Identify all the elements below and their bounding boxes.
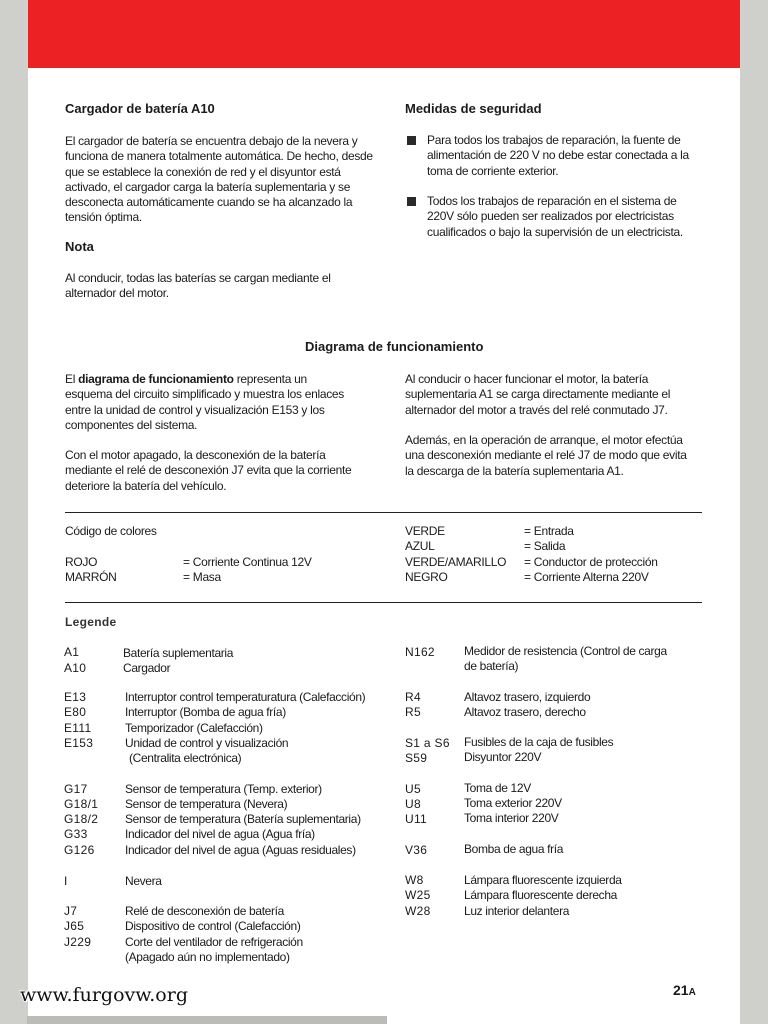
legend-desc: Dispositivo de control (Calefacción) xyxy=(125,919,301,933)
legend-desc: Relé de desconexión de batería xyxy=(125,904,284,918)
legend-desc: Altavoz trasero, izquierdo xyxy=(464,690,591,704)
legend-desc: Lámpara fluorescente derecha xyxy=(464,888,617,902)
page-bottom-shadow xyxy=(27,1016,387,1024)
legend-desc: Indicador del nivel de agua (Aguas residuales) xyxy=(125,843,356,857)
legend-desc: Toma exterior 220V xyxy=(464,796,562,810)
legend-code: I xyxy=(64,874,68,888)
color-name: VERDE xyxy=(405,524,445,538)
color-meaning: = Entrada xyxy=(524,524,574,538)
square-bullet-icon xyxy=(407,197,416,206)
diagram-left-paragraph-1: El diagrama de funcionamiento representa un esquema del circuito simplificado y muestra los enlaces entre la unidad de control y visualización E153 y los componentes del sistema. xyxy=(65,372,344,432)
legend-code: G126 xyxy=(64,843,95,857)
legend-desc: (Centralita electrónica) xyxy=(129,751,242,765)
manual-page xyxy=(28,0,740,1024)
legend-desc: Unidad de control y visualización xyxy=(125,736,289,750)
legend-desc: Sensor de temperatura (Nevera) xyxy=(125,797,288,811)
legend-desc: (Apagado aún no implementado) xyxy=(125,950,290,964)
note-body: Al conducir, todas las baterías se cargan mediante el alternador del motor. xyxy=(65,271,331,301)
color-meaning: = Salida xyxy=(524,539,566,553)
color-meaning: = Corriente Alterna 220V xyxy=(524,570,649,584)
legend-code: S1 a S6 xyxy=(405,736,450,750)
legend-desc: Indicador del nivel de agua (Agua fría) xyxy=(125,827,315,841)
legend-code: V36 xyxy=(405,843,428,857)
legend-code: U11 xyxy=(405,812,428,826)
charger-title: Cargador de batería A10 xyxy=(65,101,215,116)
legend-code: A1 xyxy=(64,645,80,659)
legend-desc: Nevera xyxy=(125,874,162,888)
page-number: 21A xyxy=(673,982,696,998)
safety-bullet xyxy=(407,194,702,240)
legend-desc: Lámpara fluorescente izquierda xyxy=(464,873,622,887)
legend-title: Legende xyxy=(65,615,117,629)
legend-code: A10 xyxy=(64,661,87,675)
legend-code: W25 xyxy=(405,888,431,902)
legend-desc: Interruptor (Bomba de agua fría) xyxy=(125,705,286,719)
header-red-band xyxy=(28,0,740,68)
legend-code: G33 xyxy=(64,827,88,841)
legend-desc: Sensor de temperatura (Temp. exterior) xyxy=(125,782,322,796)
legend-desc: Bomba de agua fría xyxy=(464,842,564,856)
note-title: Nota xyxy=(65,239,94,254)
legend-code: G18/2 xyxy=(64,812,99,826)
legend-code: E13 xyxy=(64,690,87,704)
color-meaning: = Corriente Continua 12V xyxy=(183,555,312,569)
legend-code: U5 xyxy=(405,782,421,796)
legend-code: J229 xyxy=(64,935,92,949)
legend-desc: Temporizador (Calefacción) xyxy=(125,721,263,735)
legend-code: W28 xyxy=(405,904,431,918)
color-name: ROJO xyxy=(65,555,98,569)
diagram-title: Diagrama de funcionamiento xyxy=(305,339,484,354)
color-meaning: = Conductor de protección xyxy=(524,555,658,569)
legend-code: U8 xyxy=(405,797,421,811)
charger-body: El cargador de batería se encuentra debajo de la nevera y funciona de manera totalmente automática. De hecho, desde que se establece la conexión de red y el disyuntor está activado, el cargador carga la batería suplementaria y se desconecta automáticamente cuando se ha alcanzado la tensión óptima. xyxy=(65,134,373,225)
legend-code: G18/1 xyxy=(64,797,99,811)
divider-line xyxy=(65,512,702,513)
legend-desc: Sensor de temperatura (Batería suplementaria) xyxy=(125,812,361,826)
legend-desc: Toma de 12V xyxy=(464,781,531,795)
watermark-text: www.furgovw.org xyxy=(20,984,188,1006)
legend-desc: Luz interior delantera xyxy=(464,904,570,918)
legend-desc: Fusibles de la caja de fusibles xyxy=(464,735,614,749)
legend-desc: Batería suplementaria xyxy=(123,646,234,660)
legend-code: S59 xyxy=(405,751,428,765)
legend-code: J7 xyxy=(64,904,78,918)
diagram-left-paragraph-2: Con el motor apagado, la desconexión de la batería mediante el relé de desconexión J7 evita que la corriente deteriore la batería del vehículo. xyxy=(65,448,352,493)
safety-title: Medidas de seguridad xyxy=(405,101,542,116)
diagram-right-paragraph-2: Además, en la operación de arranque, el motor efectúa una desconexión mediante el relé J7 de modo que evita la descarga de la batería suplementaria A1. xyxy=(405,433,687,478)
square-bullet-icon xyxy=(407,136,416,145)
legend-desc: Medidor de resistencia (Control de carga xyxy=(464,644,667,658)
legend-code: E111 xyxy=(64,721,92,735)
legend-code: R4 xyxy=(405,690,421,704)
legend-desc: Disyuntor 220V xyxy=(464,750,542,764)
legend-code: E80 xyxy=(64,705,87,719)
legend-code: G17 xyxy=(64,782,88,796)
legend-desc: de batería) xyxy=(464,659,519,673)
diagram-right-paragraph-1: Al conducir o hacer funcionar el motor, la batería suplementaria A1 se carga directamente mediante el alternador del motor a través del relé conmutado J7. xyxy=(405,372,671,417)
color-name: AZUL xyxy=(405,539,435,553)
color-name: MARRÓN xyxy=(65,570,117,584)
color-code-title: Código de colores xyxy=(65,524,157,538)
legend-desc: Toma interior 220V xyxy=(464,811,559,825)
legend-code: N162 xyxy=(405,645,435,659)
divider-line xyxy=(65,602,702,603)
color-name: VERDE/AMARILLO xyxy=(405,555,507,569)
legend-code: W8 xyxy=(405,873,424,887)
safety-bullet-text: Todos los trabajos de reparación en el sistema de 220V sólo pueden ser realizados por electricistas cualificados o bajo la supervisión de un electricista. xyxy=(427,194,683,239)
color-name: NEGRO xyxy=(405,570,448,584)
safety-bullet xyxy=(407,133,702,179)
legend-desc: Cargador xyxy=(123,661,171,675)
safety-bullet-text: Para todos los trabajos de reparación, la fuente de alimentación de 220 V no debe estar conectada a la toma de corriente exterior. xyxy=(427,133,689,178)
legend-code: R5 xyxy=(405,705,421,719)
legend-desc: Interruptor control temperaturatura (Calefacción) xyxy=(125,690,366,704)
legend-desc: Altavoz trasero, derecho xyxy=(464,705,586,719)
legend-code: E153 xyxy=(64,736,94,750)
legend-desc: Corte del ventilador de refrigeración xyxy=(125,935,303,949)
color-meaning: = Masa xyxy=(183,570,221,584)
legend-code: J65 xyxy=(64,919,85,933)
